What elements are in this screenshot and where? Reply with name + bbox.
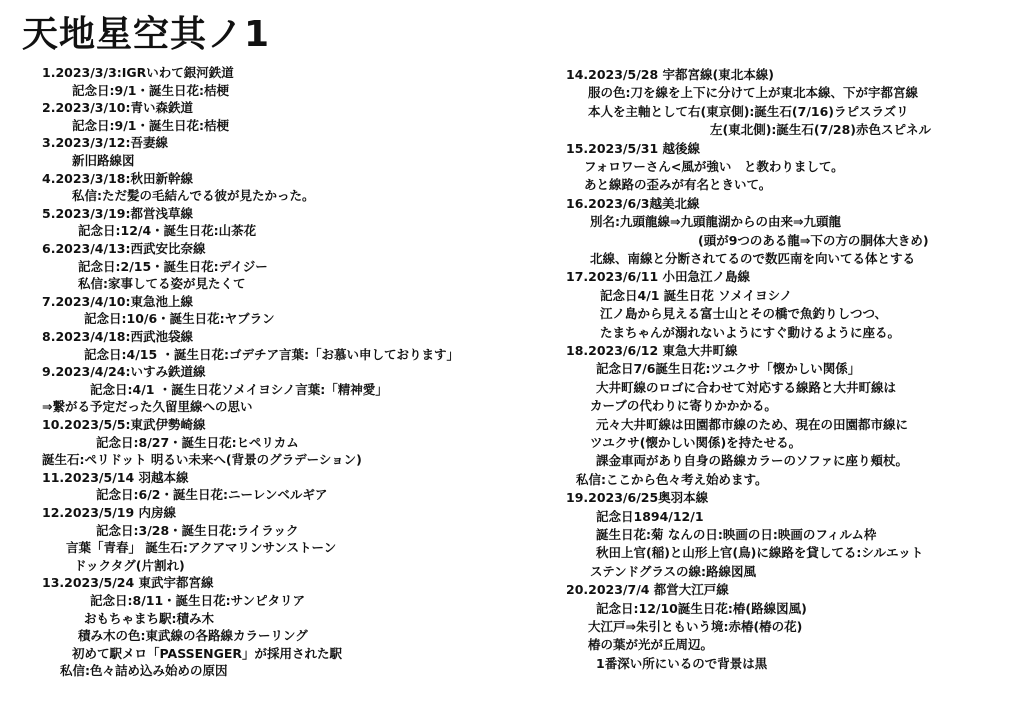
text-line: 記念日:12/4・誕生日花:山茶花 [78,223,257,239]
text-line: 秋田上官(稲)と山形上官(鳥)に線路を貸してる:シルエット [596,545,924,561]
text-line: 9.2023/4/24:いすみ鉄道線 [42,364,206,380]
text-line: 14.2023/5/28 宇都宮線(東北本線) [566,67,774,82]
text-line: 記念日:4/15 ・誕生日花:ゴデチア言葉:「お慕い申しております」 [84,346,460,362]
text-line: 19.2023/6/25奥羽本線 [566,490,709,506]
text-line: 7.2023/4/10:東急池上線 [42,293,193,309]
text-line: 18.2023/6/12 東急大井町線 [566,343,738,358]
text-line: 記念日:9/1・誕生日花:桔梗 [72,117,229,133]
text-line: 大井町線のロゴに合わせて対応する線路と大井町線は [596,379,897,395]
text-line: 元々大井町線は田園都市線のため、現在の田園都市線に [596,416,909,432]
text-line: 5.2023/3/19:都営浅草線 [42,205,193,221]
text-line: 記念日:8/11・誕生日花:サンピタリア [90,593,306,608]
text-line: 記念日:10/6・誕生日花:ヤブラン [84,311,275,327]
text-line: おもちゃまち駅:積み木 [84,610,214,626]
text-line: 初めて駅メロ「PASSENGER」が採用された駅 [72,645,343,661]
text-line: 11.2023/5/14 羽越本線 [42,469,189,485]
text-line: 記念日:8/27・誕生日花:ヒペリカム [96,434,299,450]
text-line: 誕生石:ペリドット 明るい未来へ(背景のグラデーション) [42,452,362,468]
text-line: あと線路の歪みが有名ときいて。 [584,177,772,193]
text-line: 記念日:2/15・誕生日花:デイジー [78,258,268,274]
text-line: 私信:家事してる姿が見たくて [78,276,246,292]
text-line: カーブの代わりに寄りかかかる。 [590,398,777,414]
text-line: 記念日:12/10誕生日花:椿(路線図風) [596,600,807,616]
text-line: 誕生日花:菊 なんの日:映画の日:映画のフィルム枠 [596,527,877,542]
text-line: 16.2023/6/3越美北線 [566,195,700,211]
text-line: 4.2023/3/18:秋田新幹線 [42,170,193,186]
text-line: 記念日:4/1 ・誕生日花ソメイヨシノ言葉:「精神愛」 [90,381,388,397]
text-line: ツユクサ(懐かしい関係)を持たせる。 [590,435,802,450]
text-line: 20.2023/7/4 都営大江戸線 [566,582,729,598]
text-line: 10.2023/5/5:東武伊勢崎線 [42,417,206,432]
text-line: 2.2023/3/10:青い森鉄道 [42,100,193,116]
text-line: 服の色:刀を線を上下に分けて上が東北本線、下が宇都宮線 [588,85,918,101]
text-line: 椿の葉が光が丘周辺。 [588,637,714,653]
text-line: 1番深い所にいるので背景は黒 [596,655,768,671]
text-line: 3.2023/3/12:吾妻線 [42,135,168,151]
text-line: 15.2023/5/31 越後線 [566,140,701,156]
text-line: 別名:九頭龍線⇒九頭龍湖からの由来⇒九頭龍 [590,214,841,230]
text-line: ドックタグ(片割れ) [74,557,185,573]
text-line: 積み木の色:東武線の各路線カラーリング [78,628,308,644]
text-line: 私信:ここから色々考え始めます。 [576,471,768,487]
text-line: たまちゃんが溺れないようにすぐ動けるように座る。 [600,324,901,340]
text-line: ⇒繋がる予定だった久留里線への思い [42,399,253,415]
text-line: 12.2023/5/19 内房線 [42,505,177,520]
text-line: フォロワーさん<風が強い と教わりまして。 [584,159,844,174]
text-line: 新旧路線図 [72,153,135,168]
page-title: 天地星空其ノ1 [22,14,271,55]
text-line: 大江戸⇒朱引ともいう境:赤椿(椿の花) [588,619,803,634]
text-line: 言葉「青春」 誕生石:アクアマリンサンストーン [66,540,337,556]
text-line: 6.2023/4/13:西武安比奈線 [42,241,206,256]
text-line: 課金車両があり自身の路線カラーのソファに座り頬杖。 [596,453,909,469]
text-line: 北線、南線と分断されてるので数匹南を向いてる体とする [590,251,916,266]
text-line: 私信:ただ髪の毛結んでる彼が見たかった。 [72,188,315,204]
text-line: 記念日4/1 誕生日花 ソメイヨシノ [600,287,793,303]
text-line: 左(東北側):誕生石(7/28)赤色スピネル [710,122,932,138]
text-line: 江ノ島から見える富士山とその橋で魚釣りしつつ、 [600,306,888,322]
text-line: 記念日7/6誕生日花:ツユクサ「懐かしい関係」 [596,361,861,377]
text-line: 1.2023/3/3:IGRいわて銀河鉄道 [42,65,234,80]
text-line: 本人を主軸として右(東京側):誕生石(7/16)ラピスラズリ [588,103,909,119]
text-line: 記念日:6/2・誕生日花:ニーレンベルギア [96,487,328,503]
text-line: 17.2023/6/11 小田急江ノ島線 [566,269,751,285]
text-line: 8.2023/4/18:西武池袋線 [42,329,193,344]
text-line: (頭が9つのある龍⇒下の方の胴体大きめ) [698,232,929,248]
text-line: 13.2023/5/24 東武宇都宮線 [42,575,214,591]
text-line: 私信:色々詰め込み始めの原因 [60,663,228,679]
text-line: 記念日1894/12/1 [596,508,704,524]
text-line: 記念日:3/28・誕生日花:ライラック [96,522,299,538]
text-line: ステンドグラスの線:路線図風 [590,563,756,579]
text-line: 記念日:9/1・誕生日花:桔梗 [72,82,229,98]
